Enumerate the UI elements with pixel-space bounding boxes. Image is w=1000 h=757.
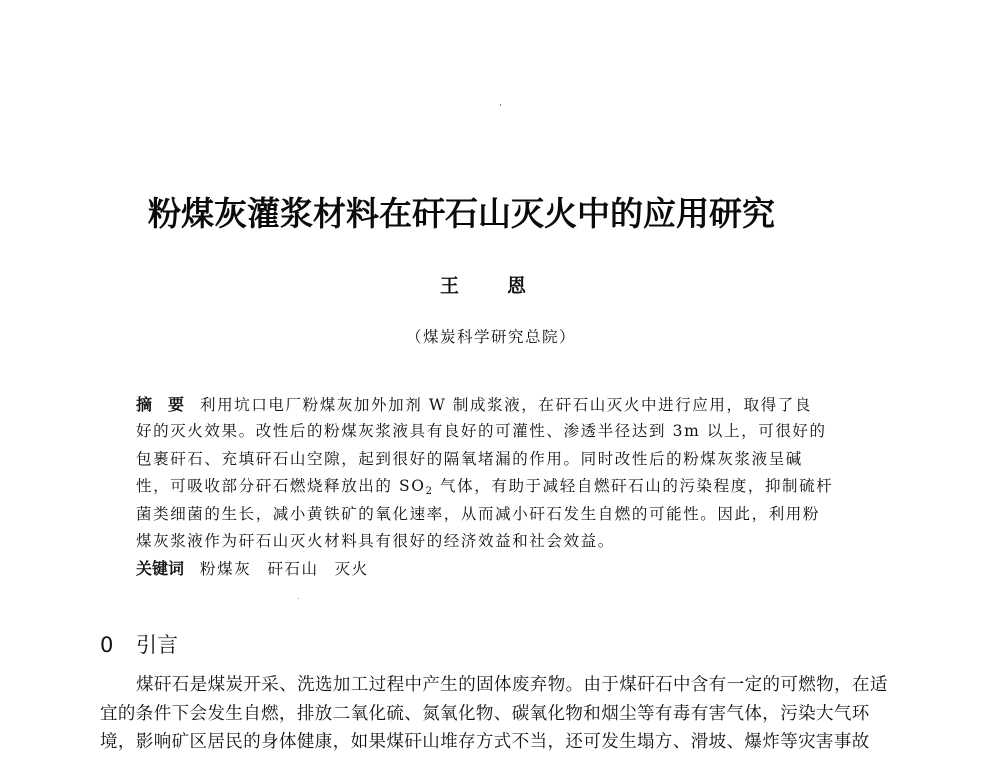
body-text-segment: 煤矸石是煤炭开采、洗选加工过程中产生的固体废弃物。由于煤矸石中含有一定的可燃物，在适 — [136, 675, 888, 695]
abstract-line: 煤灰浆液作为矸石山灭火材料具有很好的经济效益和社会效益。 — [136, 531, 615, 550]
paper-title: 粉煤灰灌浆材料在矸石山灭火中的应用研究 — [148, 194, 775, 233]
keywords-label: 关键词 — [136, 559, 185, 579]
body-text — [100, 671, 890, 757]
body-line — [100, 671, 890, 700]
abstract-text: 利用坑口电厂粉煤灰加外加剂 W 制成浆液，在矸石山灭火中进行应用，取得了良 — [200, 396, 813, 414]
abstract-line — [136, 473, 852, 500]
abstract-line: 包裹矸石、充填矸石山空隙，起到很好的隔氧堵漏的作用。同时改性后的粉煤灰浆液呈碱 — [136, 449, 803, 468]
abstract-label: 摘 要 — [136, 395, 185, 414]
subscript: 2 — [425, 486, 434, 498]
section-heading — [100, 630, 178, 660]
keywords-line — [136, 555, 852, 582]
section-title: 引言 — [136, 633, 178, 657]
author-family: 恩 — [507, 275, 527, 297]
abstract-text: 性，可吸收部分矸石燃烧释放出的 SO — [136, 477, 426, 496]
author-given: 王 — [440, 275, 460, 297]
abstract-line — [136, 391, 852, 418]
abstract-line: 好的灭火效果。改性后的粉煤灰浆液具有良好的可灌性、渗透半径达到 3m 以上，可很好的 — [136, 422, 827, 441]
author-name — [440, 272, 560, 300]
keyword: 矸石山 — [267, 560, 319, 579]
keyword: 粉煤灰 — [200, 560, 252, 579]
abstract-line: 菌类细菌的生长，减小黄铁矿的氧化速率，从而减小矸石发生自燃的可能性。因此，利用粉 — [136, 504, 821, 523]
author-affiliation: （煤炭科学研究总院） — [406, 328, 577, 346]
body-line: 宜的条件下会发生自燃，排放二氧化硫、氮氧化物、碳氧化物和烟尘等有毒有害气体，污染大气环 — [100, 703, 870, 724]
abstract-text: 气体，有助于减轻自燃矸石山的污染程度，抑制硫杆 — [433, 477, 834, 496]
body-line: 境，影响矿区居民的身体健康，如果煤矸山堆存方式不当，还可发生塌方、滑坡、爆炸等灾害事故 — [100, 732, 870, 752]
scan-speck — [298, 598, 299, 599]
section-number: 0 — [100, 633, 114, 657]
keyword: 灭火 — [334, 560, 369, 579]
abstract-block — [136, 391, 852, 583]
scan-speck — [500, 104, 501, 106]
